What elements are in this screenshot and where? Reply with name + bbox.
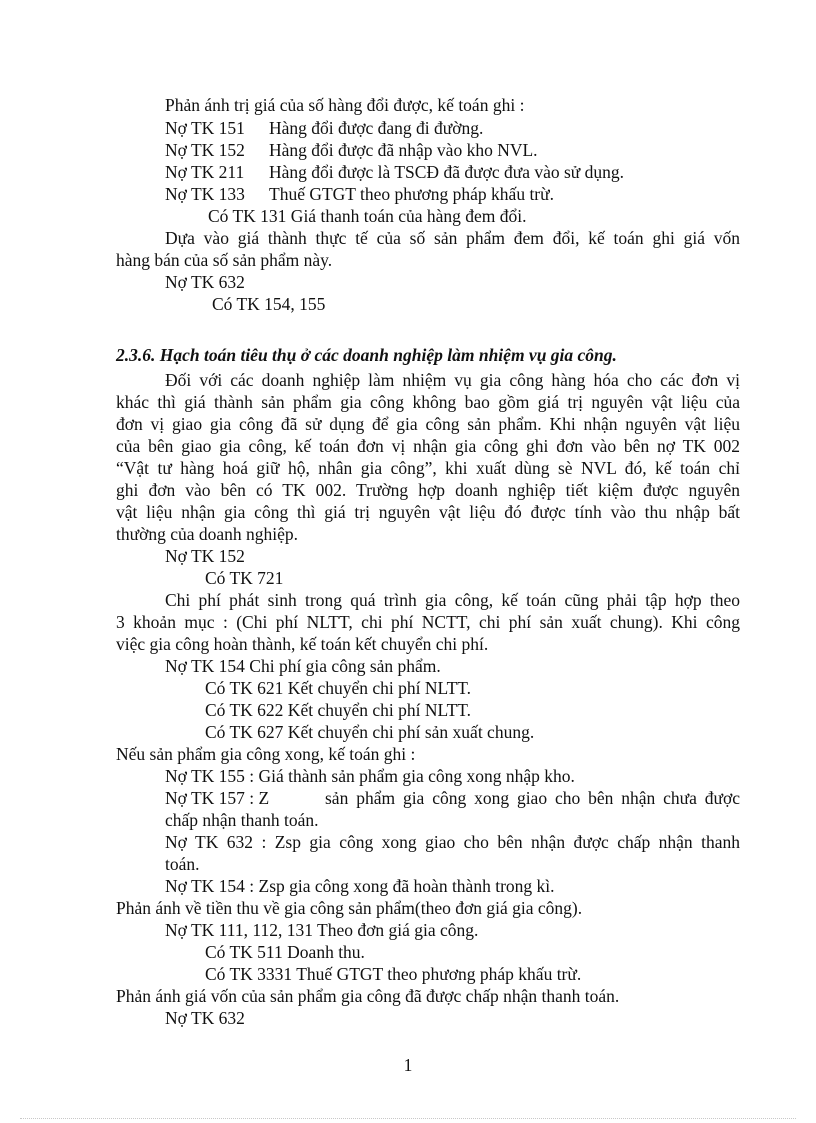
- text-line: Phản ánh giá vốn của sản phẩm gia công đã được chấp nhận thanh toán.: [116, 986, 620, 1006]
- journal-entry-debit: [165, 117, 483, 139]
- text-line: khác thì giá thành sản phẩm gia công không bao gồm giá trị nguyên vật liệu của: [116, 392, 740, 412]
- journal-entry-debit: Nợ TK 632 : Zsp gia công xong giao cho bên nhận được chấp nhận thanh: [165, 832, 740, 852]
- journal-entry-debit: Nợ TK 152: [165, 546, 245, 566]
- text-line: 3 khoản mục : (Chi phí NLTT, chi phí NCTT, chi phí sản xuất chung). Khi công: [116, 612, 740, 632]
- text-line: Chi phí phát sinh trong quá trình gia công, kế toán cũng phải tập hợp theo: [165, 590, 740, 610]
- journal-entry-debit: [165, 139, 538, 161]
- text-line: thường của doanh nghiệp.: [116, 524, 299, 544]
- text-line: vật liệu nhận gia công thì giá trị nguyên vật liệu đó được tính vào thu nhập bất: [116, 502, 740, 522]
- text-line: ghi đơn vào bên có TK 002. Trường hợp doanh nghiệp tiết kiệm được nguyên: [116, 480, 740, 500]
- journal-entry-debit: Nợ TK 154 Chi phí gia công sản phẩm.: [165, 656, 441, 676]
- journal-entry-debit: Nợ TK 154 : Zsp gia công xong đã hoàn thành trong kì.: [165, 876, 555, 896]
- text-line: chấp nhận thanh toán.: [165, 810, 319, 830]
- account-code: Nợ TK 211: [165, 162, 245, 182]
- text-line: Phản ánh trị giá của số hàng đổi được, kế toán ghi :: [165, 95, 525, 115]
- journal-entry-credit: Có TK 721: [205, 568, 284, 588]
- text-line: “Vật tư hàng hoá giữ hộ, nhân gia công”, khi xuất dùng sè NVL đó, kế toán chỉ: [116, 458, 740, 478]
- text-line: Dựa vào giá thành thực tế của số sản phẩm đem đổi, kế toán ghi giá vốn: [165, 228, 740, 248]
- entry-description: Thuế GTGT theo phương pháp khấu trừ.: [269, 184, 554, 204]
- entry-description: sản phẩm gia công xong giao cho bên nhận chưa được: [325, 788, 740, 808]
- journal-entry-debit: [165, 787, 740, 809]
- journal-entry-credit: Có TK 154, 155: [212, 294, 326, 314]
- journal-entry-debit: [165, 161, 624, 183]
- page-number: 1: [403, 1055, 413, 1075]
- account-code: Nợ TK 152: [165, 140, 245, 160]
- entry-description: Hàng đổi được đang đi đường.: [269, 118, 484, 138]
- account-code: Nợ TK 151: [165, 118, 245, 138]
- journal-entry-credit: Có TK 627 Kết chuyển chi phí sản xuất chung.: [205, 722, 535, 742]
- journal-entry-debit: Nợ TK 155 : Giá thành sản phẩm gia công xong nhập kho.: [165, 766, 575, 786]
- journal-entry-credit: Có TK 3331 Thuế GTGT theo phương pháp khấu trừ.: [205, 964, 582, 984]
- journal-entry-debit: Nợ TK 632: [165, 272, 245, 292]
- entry-description: Hàng đổi được là TSCĐ đã được đưa vào sử dụng.: [269, 162, 625, 182]
- text-line: đơn vị giao gia công đã sử dụng để gia công sản phẩm. Khi nhận nguyên vật liệu: [116, 414, 740, 434]
- text-line: toán.: [165, 854, 200, 874]
- journal-entry-debit: [165, 183, 554, 205]
- journal-entry-debit: Nợ TK 632: [165, 1008, 245, 1028]
- journal-entry-credit: Có TK 131 Giá thanh toán của hàng đem đổi.: [208, 206, 527, 226]
- text-line: việc gia công hoàn thành, kế toán kết chuyển chi phí.: [116, 634, 489, 654]
- text-line: Đối với các doanh nghiệp làm nhiệm vụ gia công hàng hóa cho các đơn vị: [165, 370, 740, 390]
- journal-entry-debit: Nợ TK 111, 112, 131 Theo đơn giá gia công.: [165, 920, 479, 940]
- text-line: hàng bán của số sản phẩm này.: [116, 250, 333, 270]
- section-heading: 2.3.6. Hạch toán tiêu thụ ở các doanh nghiệp làm nhiệm vụ gia công.: [116, 345, 617, 365]
- account-code: Nợ TK 133: [165, 184, 245, 204]
- entry-description: Hàng đổi được đã nhập vào kho NVL.: [269, 140, 538, 160]
- account-code: Nợ TK 157 : Z: [165, 788, 270, 808]
- journal-entry-credit: Có TK 622 Kết chuyển chi phí NLTT.: [205, 700, 472, 720]
- text-line: của bên giao gia công, kế toán đơn vị nhận gia công ghi đơn vào bên nợ TK 002: [116, 436, 740, 456]
- page-footer-divider: [20, 1118, 796, 1119]
- journal-entry-credit: Có TK 621 Kết chuyển chi phí NLTT.: [205, 678, 472, 698]
- text-line: Nếu sản phẩm gia công xong, kế toán ghi :: [116, 744, 416, 764]
- journal-entry-credit: Có TK 511 Doanh thu.: [205, 942, 365, 962]
- text-line: Phản ánh về tiền thu về gia công sản phẩm(theo đơn giá gia công).: [116, 898, 583, 918]
